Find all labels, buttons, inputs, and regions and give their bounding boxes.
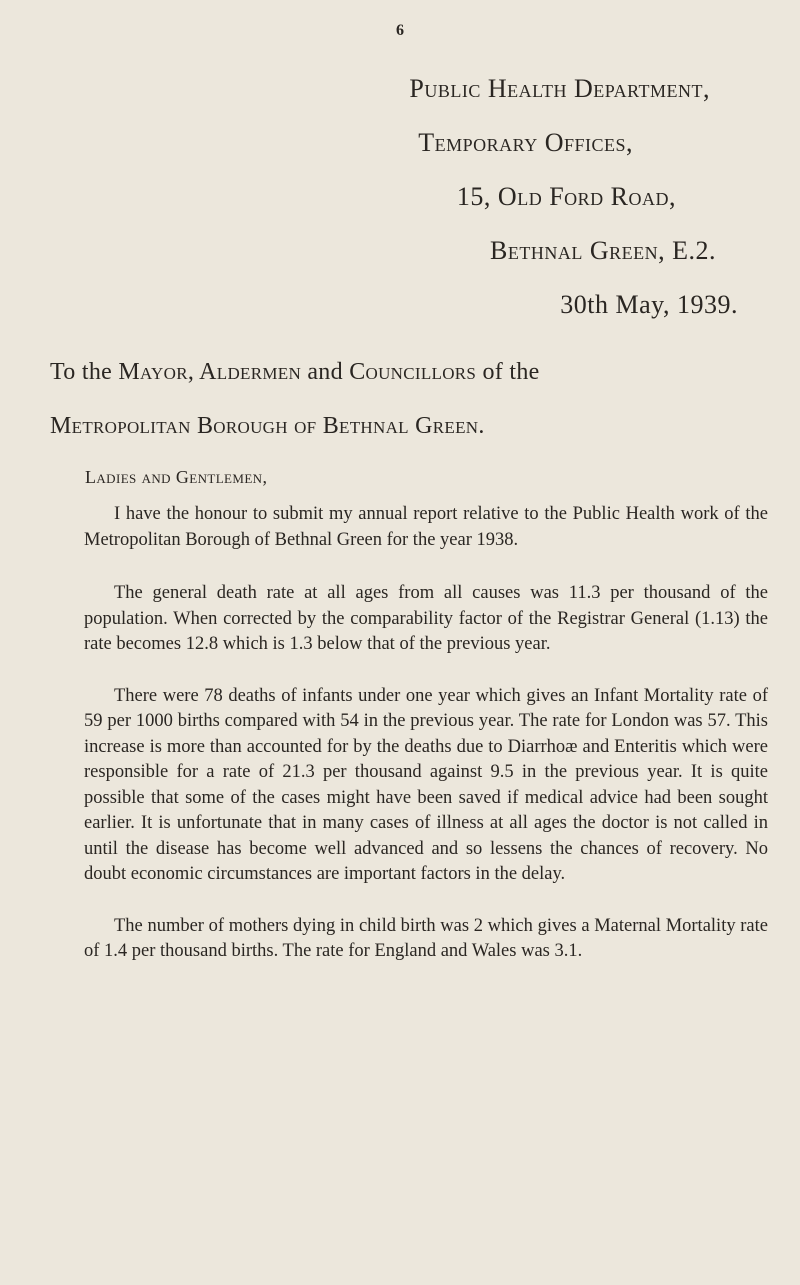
paragraph: The number of mothers dying in child birth was 2 which gives a Maternal Mortality rate of 1.4 per thousand births. The rate for England and Wales was 3.1. <box>84 915 768 961</box>
addressee-text: Councillors <box>349 359 477 385</box>
address-line-department: Public Health Department, <box>409 74 710 103</box>
letter-date: 30th May, 1939. <box>560 290 738 319</box>
addressee-block <box>50 345 760 453</box>
paragraph: There were 78 deaths of infants under one year which gives an Infant Mortality rate of 59 per 1000 births compared with 54 in the previous year. The rate for London was 57. This increase is more than accounted for by the deaths due to Diarrhoæ and Enteritis which were responsible for a rate of 21.3 per thousand against 9.5 in the previous year. It is quite possible that some of the cases might have been saved if medical advice had been sought earlier. It is unfortunate that in many cases of illness at all ages the doctor is not called in until the disease has become well advanced and so lessens the chances of recovery. No doubt economic circumstances are important factors in the delay. <box>84 685 768 884</box>
addressee-line-1 <box>50 345 760 399</box>
address-line-district: Bethnal Green, E.2. <box>490 236 716 265</box>
addressee-text: of the <box>476 359 540 385</box>
salutation: Ladies and Gentlemen, <box>85 467 268 487</box>
page-number: 6 <box>396 22 404 39</box>
letter-body <box>84 502 768 991</box>
sender-address <box>409 62 738 332</box>
address-line-street: 15, Old Ford Road, <box>456 182 676 211</box>
addressee-text: Mayor, Aldermen <box>118 359 302 385</box>
addressee-text: To the <box>50 359 119 385</box>
addressee-line-2: Metropolitan Borough of Bethnal Green. <box>50 413 485 439</box>
paragraph: The general death rate at all ages from all causes was 11.3 per thousand of the population. When corrected by the comparability factor of the Registrar General (1.13) the rate becomes 12.8 which is 1.3 below that of the previous year. <box>84 583 768 654</box>
paragraph: I have the honour to submit my annual report relative to the Public Health work of the Metropolitan Borough of Bethnal Green for the year 1938. <box>84 504 768 550</box>
address-line-offices: Temporary Offices, <box>418 128 633 157</box>
addressee-text: and <box>301 359 350 385</box>
